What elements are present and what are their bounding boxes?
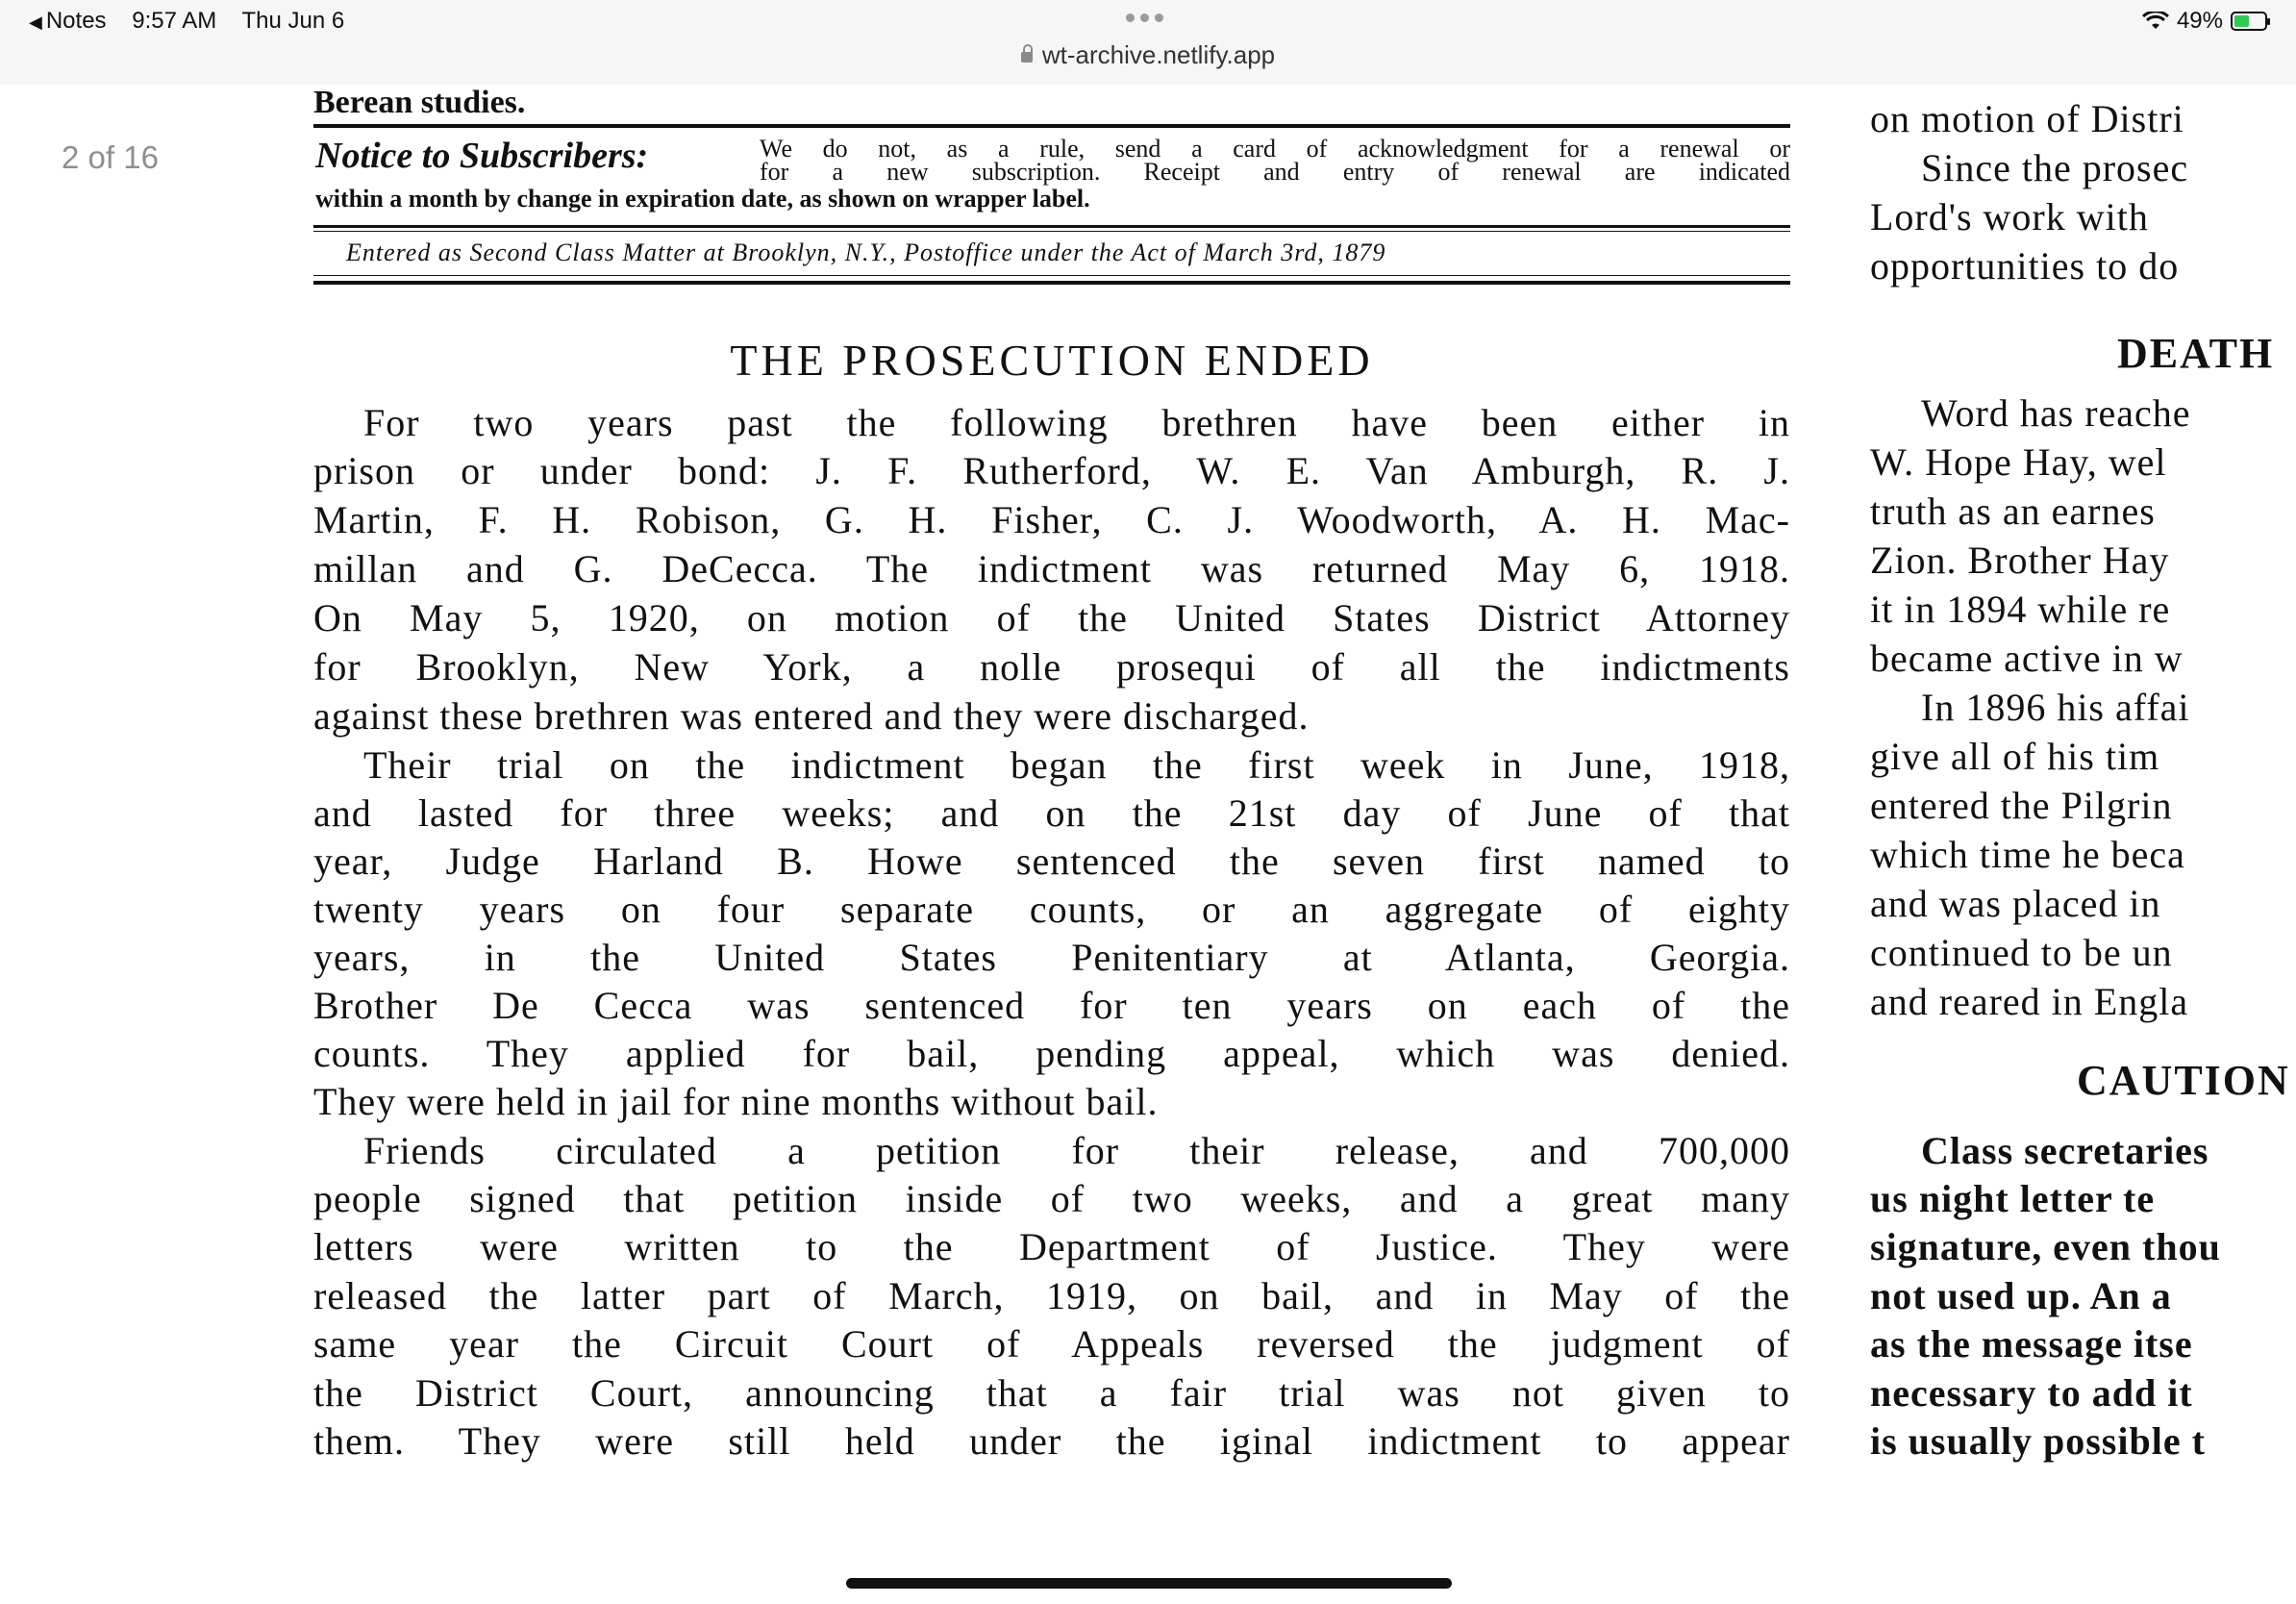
article-line: same year the Circuit Court of Appeals reversed the judgment of <box>313 1322 1790 1366</box>
right-column-line: Since the prosec <box>1921 146 2189 189</box>
right-column-line: Zion. Brother Hay <box>1870 539 2170 582</box>
article-line: against these brethren was entered and they were discharged. <box>313 694 1310 738</box>
right-column-line: and reared in Engla <box>1870 980 2189 1023</box>
article-line: twenty years on four separate counts, or an aggregate of eighty <box>313 888 1790 931</box>
right-column-line: continued to be un <box>1870 931 2173 974</box>
address-bar[interactable] <box>0 40 2296 70</box>
right-column-line: signature, even thou <box>1870 1225 2221 1268</box>
article-line: them. They were still held under the iginal indictment to appear <box>313 1419 1790 1463</box>
article-line: the District Court, announcing that a fair trial was not given to <box>313 1371 1790 1415</box>
right-column-line: entered the Pilgrin <box>1870 784 2173 827</box>
article-line: Their trial on the indictment began the first week in June, 1918, <box>363 743 1790 787</box>
article-line: prison or under bond: J. F. Rutherford, W. E. Van Amburgh, R. J. <box>313 449 1790 492</box>
wifi-icon <box>2142 12 2169 31</box>
article-title: THE PROSECUTION ENDED <box>730 336 1374 385</box>
article-line: released the latter part of March, 1919, on bail, and in May of the <box>313 1274 1790 1317</box>
notice-title-text: Notice to Subscribers: <box>315 136 649 176</box>
article-line: year, Judge Harland B. Howe sentenced the seven first named to <box>313 840 1790 883</box>
notice-line-2: for a new subscription. Receipt and entry of renewal are indicated <box>760 158 1790 186</box>
notice-title <box>315 135 648 177</box>
divider <box>313 225 1790 228</box>
article-line: letters were written to the Department of Justice. They were <box>313 1225 1790 1268</box>
right-column-line: necessary to add it <box>1870 1371 2193 1415</box>
right-column-heading: CAUTION <box>2077 1057 2290 1104</box>
notice-line-3: within a month by change in expiration date, as shown on wrapper label. <box>315 185 1090 213</box>
right-column-line: it in 1894 while re <box>1870 588 2171 631</box>
status-right <box>2142 8 2267 35</box>
article-line: For two years past the following brethren have been either in <box>363 401 1790 444</box>
home-indicator[interactable] <box>846 1578 1452 1589</box>
notice-line-1: We do not, as a rule, send a card of acknowledgment for a renewal or <box>760 135 1790 163</box>
status-left <box>29 8 363 35</box>
right-column-line: truth as an earnes <box>1870 489 2156 533</box>
right-column-line: us night letter te <box>1870 1177 2156 1220</box>
article-line: Friends circulated a petition for their release, and 700,000 <box>363 1129 1790 1172</box>
article-line: They were held in jail for nine months without bail. <box>313 1080 1159 1123</box>
article-line: and lasted for three weeks; and on the 21st day of June of that <box>313 791 1790 835</box>
status-time: 9:57 AM <box>132 8 217 34</box>
right-column-line: is usually possible t <box>1870 1419 2206 1463</box>
back-arrow-icon[interactable]: ◀ <box>29 13 42 32</box>
divider <box>313 275 1790 276</box>
second-class-matter-line: Entered as Second Class Matter at Brooklyn, N.Y., Postoffice under the Act of March 3rd, 1879 <box>346 238 1386 266</box>
right-column-line: not used up. An a <box>1870 1274 2172 1317</box>
right-column-line: as the message itse <box>1870 1322 2193 1366</box>
battery-percent: 49% <box>2176 8 2223 34</box>
right-column-line: In 1896 his affai <box>1921 686 2190 729</box>
status-bar <box>0 0 2296 85</box>
right-column-line: give all of his tim <box>1870 735 2160 778</box>
article-line: years, in the United States Penitentiary at Atlanta, Georgia. <box>313 936 1790 979</box>
article-line: for Brooklyn, New York, a nolle prosequi of all the indictments <box>313 645 1790 689</box>
lock-icon <box>1021 52 1033 63</box>
right-column-line: Word has reache <box>1921 391 2191 435</box>
multitasking-dots-icon[interactable] <box>1126 13 1163 22</box>
article-line: millan and G. DeCecca. The indictment was returned May 6, 1918. <box>313 547 1790 590</box>
right-column-line: Class secretaries <box>1921 1129 2209 1172</box>
right-column-line: Lord's work with <box>1870 195 2149 238</box>
document-page[interactable] <box>0 85 2296 1604</box>
right-column-heading: DEATH <box>2117 330 2275 377</box>
divider <box>313 124 1790 128</box>
back-to-notes-link[interactable]: Notes <box>45 8 107 34</box>
article-line: Martin, F. H. Robison, G. H. Fisher, C. J. Woodworth, A. H. Mac- <box>313 498 1790 541</box>
right-column-line: W. Hope Hay, wel <box>1870 440 2167 484</box>
article-line: On May 5, 1920, on motion of the United States District Attorney <box>313 596 1790 639</box>
article-line: people signed that petition inside of two weeks, and a great many <box>313 1177 1790 1220</box>
divider <box>313 281 1790 285</box>
right-column-line: became active in w <box>1870 637 2184 680</box>
article-line: Brother De Cecca was sentenced for ten years on each of the <box>313 984 1790 1027</box>
page-counter: 2 of 16 <box>62 139 159 175</box>
article-line: counts. They applied for bail, pending appeal, which was denied. <box>313 1032 1790 1075</box>
status-date: Thu Jun 6 <box>241 8 345 34</box>
right-column-line: on motion of Distri <box>1870 97 2184 140</box>
divider <box>313 231 1790 232</box>
battery-icon <box>2231 12 2267 31</box>
right-column-line: and was placed in <box>1870 882 2161 925</box>
url-text: wt-archive.netlify.app <box>1041 40 1276 69</box>
top-line-text: Berean studies. <box>313 85 526 120</box>
right-column-line: which time he beca <box>1870 833 2185 876</box>
right-column-line: opportunities to do <box>1870 244 2180 288</box>
